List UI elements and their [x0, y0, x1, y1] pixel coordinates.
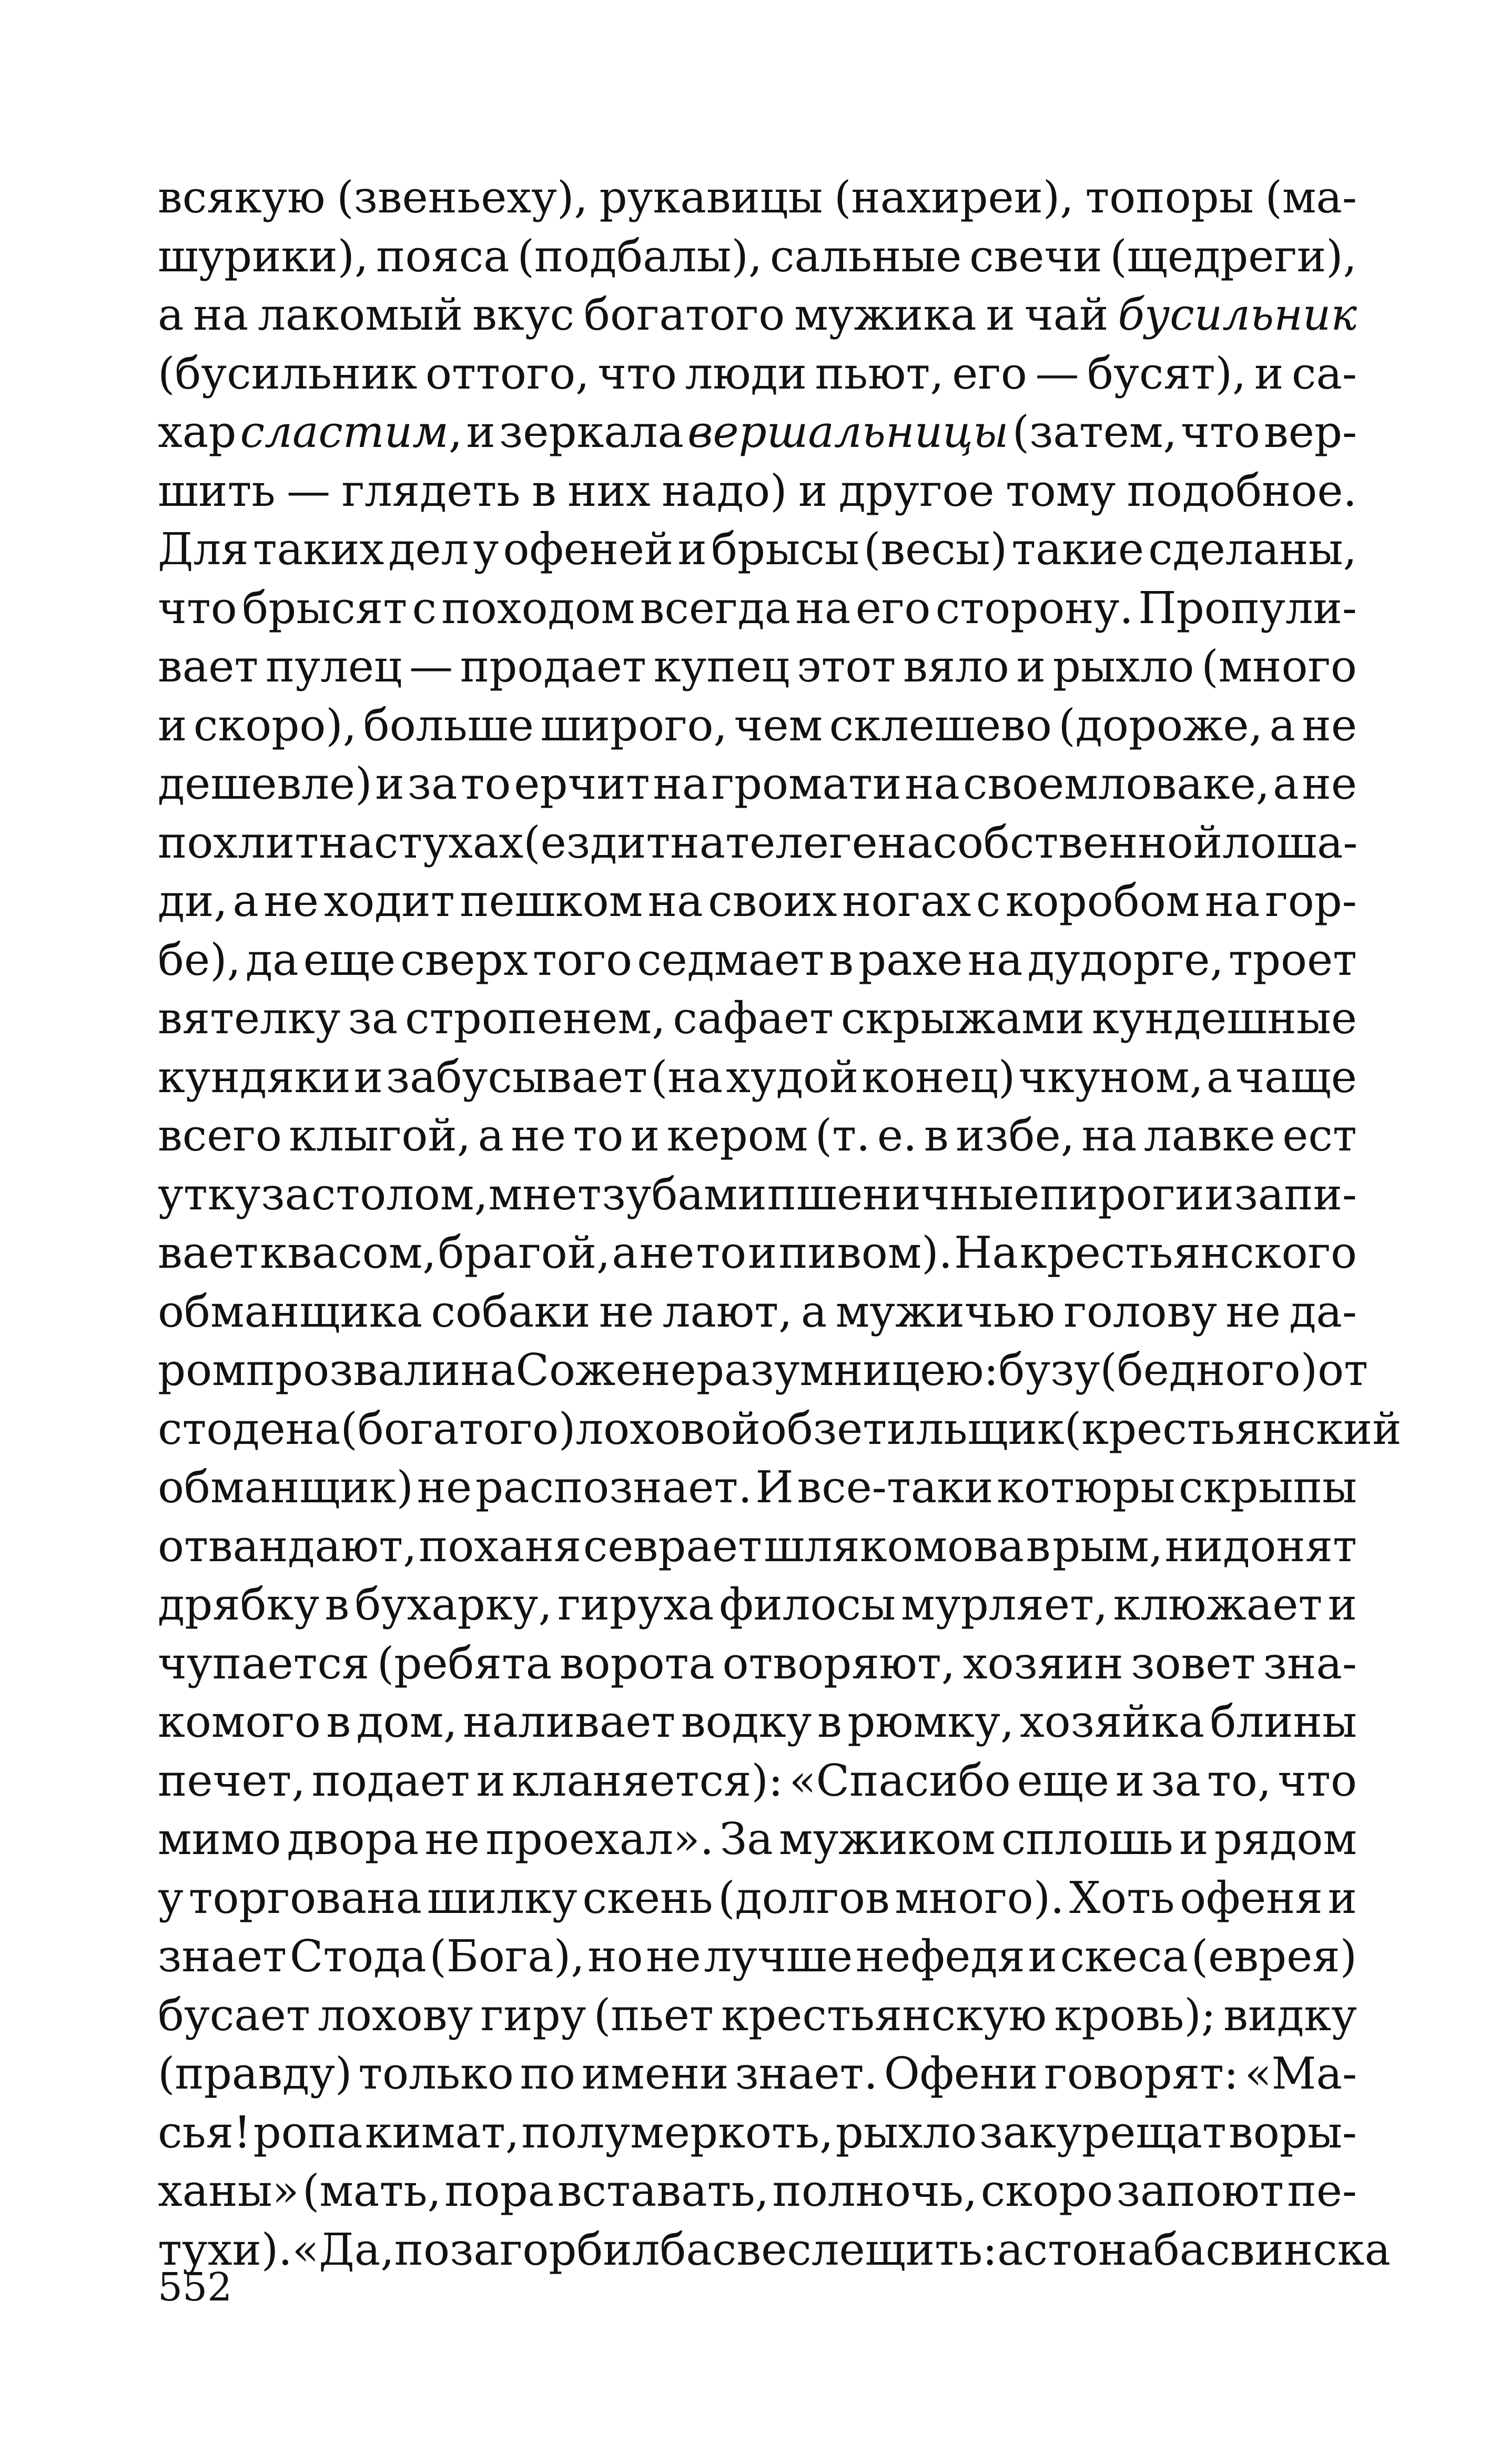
text-line: комого в дом, наливает водку в рюмку, хозяйка блины [158, 1696, 1357, 1747]
text-line: (правду) только по имени знает. Офени говорят: «Ма- [158, 2048, 1357, 2099]
text-line: а на лакомый вкус богатого мужика и чай бусильник [158, 289, 1357, 340]
text-line: тухи). «Да, позагорбил басве слещить: астона басвинска [158, 2224, 1391, 2275]
text-line: хар сластим, и зеркала вершальницы (затем, что вер- [158, 406, 1357, 457]
text-line: вает пулец — продает купец этот вяло и рыхло (много [158, 641, 1357, 692]
text-line: шурики), пояса (подбалы), сальные свечи (щедреги), [158, 230, 1357, 282]
text-line: похлит на стухах (ездит на телеге на собственной лоша- [158, 817, 1358, 868]
text-line: ханы» (мать, пора вставать, полночь, скоро запоют пе- [158, 2165, 1357, 2216]
text-line: Для таких дел у офеней и брысы (весы) такие сделаны, [158, 524, 1357, 575]
text-line: обманщик) не распознает. И все-таки котюры скрыпы [158, 1462, 1357, 1513]
text-line: сья! ропа кимат, полумеркоть, рыхло закурещат воры- [158, 2106, 1357, 2158]
text-line: что брысят с походом всегда на его сторону. Пропули- [158, 582, 1357, 634]
text-line: стодена (богатого) лоховой обзетильщик (крестьянский [158, 1403, 1402, 1454]
text-line: знает Стода (Бога), но не лучше нефедя и скеса (еврея) [158, 1931, 1357, 1982]
text-line: отвандают, поханя севрает шлякомова в рым, нидонят [158, 1520, 1357, 1572]
text-line: чупается (ребята ворота отворяют, хозяин зовет зна- [158, 1637, 1357, 1689]
body-text [158, 168, 1402, 2279]
text-line: (бусильник оттого, что люди пьют, его — бусят), и са- [158, 348, 1357, 399]
text-line: кундяки и забусывает (на худой конец) чкуном, а чаще [158, 1051, 1357, 1103]
text-line: мимо двора не проехал». За мужиком сплошь и рядом [158, 1814, 1357, 1865]
text-line: бусает лохову гиру (пьет крестьянскую кровь); видку [158, 1989, 1357, 2041]
text-line: всего клыгой, а не то и кером (т. е. в избе, на лавке ест [158, 1110, 1357, 1161]
text-line: всякую (звеньеху), рукавицы (нахиреи), топоры (ма- [158, 172, 1357, 223]
text-line: дрябку в бухарку, гируха филосы мурляет, клюжает и [158, 1579, 1357, 1630]
text-line: бе), да еще сверх того седмает в рахе на дудорге, троет [158, 934, 1357, 985]
text-line: вятелку за стропенем, сафает скрыжами кундешные [158, 993, 1357, 1044]
text-line: шить — глядеть в них надо) и другое тому подобное. [158, 465, 1357, 516]
text-line: утку за столом, мнет зубами пшеничные пироги и запи- [158, 1168, 1357, 1220]
page-number: 552 [158, 2265, 232, 2310]
text-line: обманщика собаки не лают, а мужичью голову не да- [158, 1286, 1357, 1337]
text-line: ди, а не ходит пешком на своих ногах с коробом на гор- [158, 875, 1357, 926]
text-line: дешевле) и за то ерчит на громати на своемловаке, а не [158, 758, 1357, 809]
text-line: и скоро), больше широго, чем склешево (дороже, а не [158, 699, 1357, 751]
text-line: ром прозвали на Соже неразумницею: бузу (бедного) от [158, 1345, 1368, 1396]
text-line: печет, подает и кланяется): «Спасибо еще и за то, что [158, 1755, 1357, 1806]
text-line: у торгована шилку скень (долгов много). Хоть офеня и [158, 1872, 1357, 1923]
text-line: вает квасом, брагой, а не то и пивом). На крестьянского [158, 1227, 1357, 1278]
